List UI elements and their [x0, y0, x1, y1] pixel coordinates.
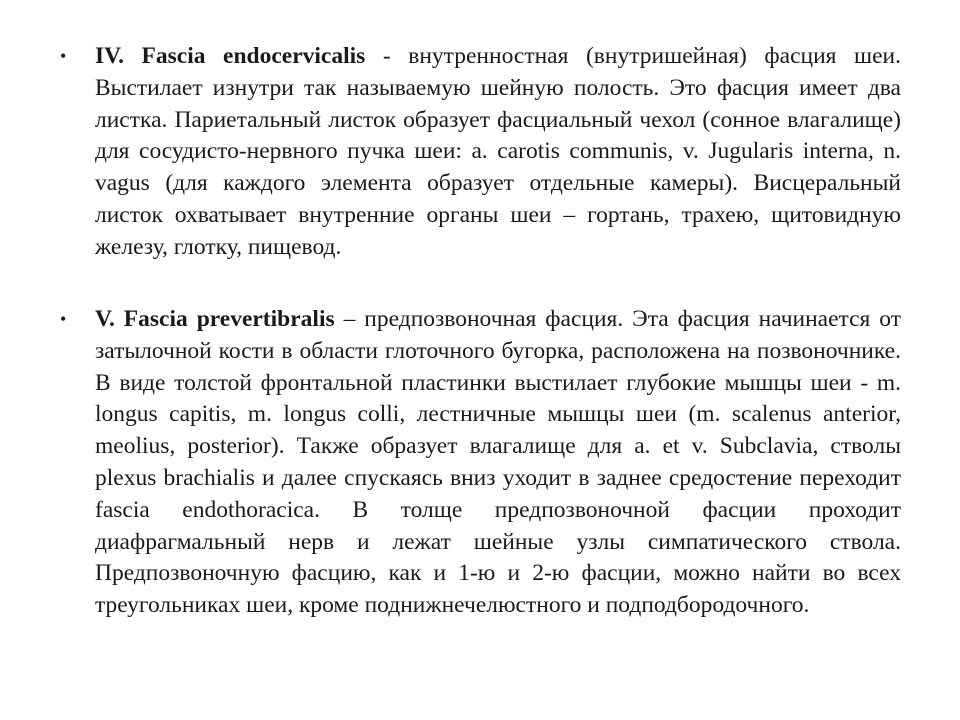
- bullet-item-fascia-endocervicalis: [95, 41, 901, 264]
- bullet-item-fascia-prevertibralis: [95, 304, 901, 622]
- bullet-marker: •: [60, 309, 67, 329]
- item-term: V. Fascia prevertibralis: [95, 306, 335, 332]
- bullet-marker: •: [60, 46, 67, 66]
- item-text: - внутренностная (внутришейная) фасция шеи. Выстилает изнутри так называемую шейную полость. Это фасция имеет два листка. Париетальный листок образует фасциальный чехол (сонное влагалище) для сосудисто-нервного пучка шеи: a. carotis communis, v. Jugularis interna, n. vagus (для каждого элемента образует отдельные камеры). Висцеральный листок охватывает внутренние органы шеи – гортань, трахею, щитовидную железу, глотку, пищевод.: [95, 43, 901, 260]
- item-term: IV. Fascia endocervicalis: [95, 43, 366, 69]
- item-text: – предпозвоночная фасция. Эта фасция начинается от затылочной кости в области глоточного бугорка, расположена на позвоночнике. В виде толстой фронтальной пластинки выстилает глубокие мышцы шеи - m. longus capitis, m. longus colli, лестничные мышцы шеи (m. scalenus anterior, meolius, posterior). Также образует влагалище для a. et v. Subclavia, стволы plexus brachialis и далее спускаясь вниз уходит в заднее средостение переходит fascia endothoracica. В толще предпозвоночной фасции проходит диафрагмальный нерв и лежат шейные узлы симпатического ствола. Предпозвоночную фасцию, как и 1-ю и 2-ю фасции, можно найти во всех треугольниках шеи, кроме поднижнечелюстного и подподбородочного.: [95, 306, 901, 619]
